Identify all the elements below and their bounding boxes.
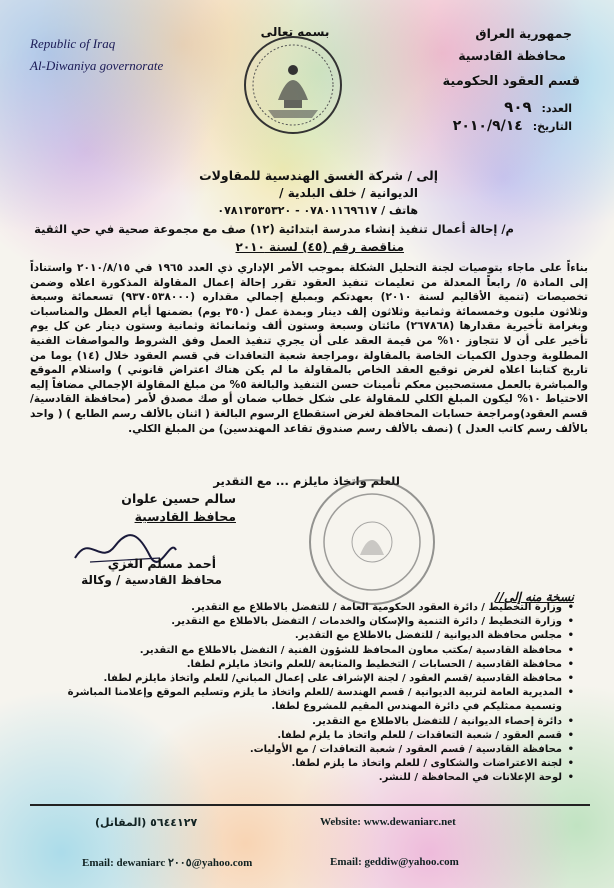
official-seal-icon [305, 475, 440, 610]
list-item: • وزارة التخطيط / دائرة العقود الحكومية العامة / للتفضل بالاطلاع مع التقدير. [34, 601, 574, 615]
footer-phone: ٥٦٤٤١٢٧ (المقاتل) [95, 816, 198, 829]
letter-number-label: العدد: [541, 102, 572, 115]
header-country-ar: جمهورية العراق [475, 26, 572, 41]
list-item: • وزارة التخطيط / دائرة التنمية والإسكان والخدمات / التفضل بالاطلاع مع التقدير. [34, 615, 574, 629]
list-item: • محافظة القادسية /مكتب معاون المحافظ للشؤون الفنية / التفضل بالاطلاع مع التقدير. [34, 644, 574, 658]
header-governorate-ar: محافظة القادسية [458, 48, 566, 63]
letter-date-label: التاريخ: [532, 120, 572, 133]
list-item: • قسم العقود / شعبة التعاقدات / للعلم واتخاذ ما يلزم لطفا. [34, 729, 574, 743]
second-signatory-title: محافظ القادسية / وكالة [81, 573, 222, 587]
recipient-line2: الديوانية / خلف البلدية / [279, 186, 418, 200]
letter-number-row [504, 98, 572, 116]
list-item: • محافظة القادسية /قسم العقود / لجنة الإشراف على إعمال المباني/ للعلم واتخاذ مايلزم لطفا. [34, 672, 574, 686]
header-department-ar: قسم العقود الحكومية [442, 74, 580, 89]
closing-line: للعلم واتخاذ مايلزم ... مع التقدير [213, 474, 400, 488]
governorate-emblem-icon [238, 30, 348, 140]
list-item: • لجنة الاعتراضات والشكاوى / للعلم واتخاذ ما يلزم لطفا. [34, 757, 574, 771]
list-item: • محافظة القادسية / قسم العقود / شعبة التعاقدات / مع الأوليات. [34, 743, 574, 757]
first-signatory-name: سالم حسين علوان [121, 491, 236, 506]
second-signatory-name: أحمد مسلم الغزي [107, 556, 216, 571]
list-item: • محافظة القادسية / الحسابات / التخطيط والمتابعة /للعلم واتخاذ مايلزم لطفا. [34, 658, 574, 672]
list-item: • المديرية العامة لتربية الديوانية / قسم الهندسة /للعلم واتخاذ ما يلزم وتسليم الموقع وإعلامنا المباشرة وتسمية ممثليكم في دائرة المهندس المقيم للمشروع لطفا. [34, 686, 574, 714]
footer-divider [30, 804, 590, 806]
cc-title: نسخة منه إلى// [495, 590, 574, 604]
list-item: • مجلس محافظة الديوانية / للتفضل بالاطلاع مع التقدير. [34, 629, 574, 643]
letter-body: بناءاً على ماجاء بتوصيات لجنة التحليل الشكلة بموجب الأمر الإداري ذي العدد ١٩٦٥ في ٢٠١٠/٨/١٥ واستناداً إلى المادة ٥/ رابعاً المعدلة من تعليمات تنفيذ العقود تقرر إحالة إعمال المقاولة المذكورة اعلاه وضمن تخصيصات (تنمية الأقاليم لسنة ٢٠١٠) بعهدتكم وبمبلغ إجمالي مقداره (٩٣٧٠٥٣٨٠٠٠) تسعمائة وسبعة وثلاثون مليون وخمسمائة وثمانية وثلاثون إلف دينار وبمدة عمل (٣٥٠ يوم) بضمنها أيام العطل والمناسبات وبغرامة تأخيرية مقدارها (٢٦٧٨٦٨) مائتان وسبعة وستون ألف وثمانمائة وثمانية وستون دينار عن كل يوم تأخير على أن لا تتجاوز ١٠% من قيمة العقد على أن يجري تنفيذ العمل وفق الشروط والمواصفات الفنية المطلوبة وجدول الكميات الخاصة بالمقاولة ،ومراجعة شعبة التعاقدات في قسم العقود خلال (١٤) يوما من تاريخ كتابنا اعلاه لغرض توقيع العقد الخاص بالمقاولة ما لم يكن هناك اعتراض قانوني ) واستلام الموقع والمباشرة بالعمل مستصحبين معكم تأمينات حسن التنفيذ والبالغة ٥% من مبلغ المقاولة الإجمالي مضافاً إليه الاحتياط ١٠% ليكون المبلغ الكلي للمقاولة على شكل خطاب ضمان أو صك مصدق لأمر (محافظة القادسية/قسم العقود)ومراجعة حسابات المحافظة لغرض استقطاع الرسوم البالغة ( اثنان بالألف رسم الطابع ) ( واحد بالألف رسم كاتب العدل ) (نصف بالألف رسم صندوق تقاعد المهندسين) من المبلغ الكلي. [30, 262, 589, 435]
first-signatory-title: محافظ القادسية [134, 509, 236, 524]
header-country-en: Republic of Iraq [30, 36, 116, 51]
tender-number: مناقصة رقم (٤٥) لسنة ٢٠١٠ [235, 240, 404, 254]
cc-list [34, 601, 574, 786]
letter-date-row [453, 118, 572, 134]
list-item: • دائرة إحصاء الديوانية / للتفضل بالاطلاع مع التقدير. [34, 715, 574, 729]
footer-email-left: Email: dewaniarc ٢٠٠٥@yahoo.com [82, 857, 253, 869]
recipient-phone: هاتف / ٠٧٨٠١١٦٩٦١٧ - ٠٧٨١٣٥٣٥٣٢٠ [217, 204, 418, 217]
letter-date-value: ٢٠١٠/٩/١٤ [452, 118, 523, 134]
recipient-line1: إلى / شركة الغسق الهندسية للمقاولات [199, 168, 438, 183]
footer-website: Website: www.dewaniarc.net [320, 816, 456, 828]
list-item: • لوحة الإعلانات في المحافظة / للنشر. [34, 771, 574, 785]
footer-email-right: Email: geddiw@yahoo.com [330, 856, 459, 868]
basmala: بسمه تعالى [260, 25, 330, 39]
header-governorate-en: Al-Diwaniya governorate [30, 58, 164, 73]
letter-number-value: ٩٠٩ [504, 98, 532, 116]
subject-line: م/ إحالة أعمال تنفيذ إنشاء مدرسة ابتدائية (١٢) صف مع مجموعة صحية في حي الثقية [34, 222, 514, 236]
